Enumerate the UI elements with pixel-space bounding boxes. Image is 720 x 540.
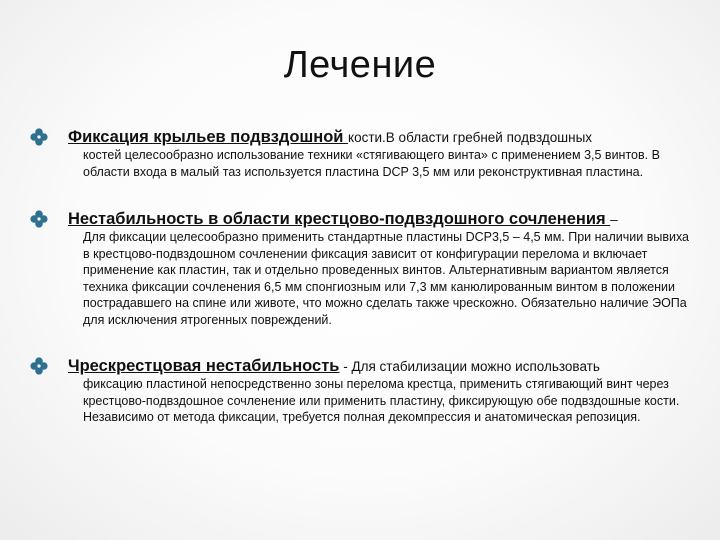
diamond-bullet-icon <box>30 128 48 146</box>
list-item <box>30 210 690 328</box>
item-heading: Нестабильность в области крестцово-подвздошного сочленения <box>68 210 611 228</box>
item-text: фиксацию пластиной непосредственно зоны перелома крестца, применить стягивающий винт через крестцово-подвздошное сочленение или применить пластину, фиксирующую обе подвздошные кости. Независимо от метода фиксации, требуется полная декомпрессия и анатомическая репозиция. <box>83 377 680 424</box>
item-text: костей целесообразно использование техники «стягивающего винта» с применением 3,5 винтов. В области входа в малый таз используется пластина DCP 3,5 мм или реконструктивная пластина. <box>83 148 660 179</box>
diamond-bullet-icon <box>30 357 48 375</box>
item-text: Для фиксации целесообразно применить стандартные пластины DCP3,5 – 4,5 мм. При наличии вывиха в крестцово-подвздошном сочленении фиксация зависит от конфигурации перелома и включает применение как пластин, так и отдельно проведенных винтов. Альтернативным вариантом является техника фиксации сочленения 6,5 мм спонгиозным или 7,3 мм канюлированным винтом в положении пострадавшего на спине или животе, что можно сделать также чрескожно. Обязательно наличие ЭОПа для исключения ятрогенных повреждений. <box>83 230 690 327</box>
item-heading: Фиксация крыльев подвздошной <box>68 128 349 146</box>
item-heading-row <box>68 210 690 229</box>
slide-title: Лечение <box>283 44 437 86</box>
item-lead: - Для стабилизации можно использовать <box>339 359 600 374</box>
list-item <box>30 128 690 180</box>
item-heading-row <box>68 357 690 376</box>
item-lead: – <box>610 212 618 227</box>
item-lead: кости.В области гребней подвздошных <box>348 130 593 145</box>
item-heading-row <box>68 128 690 147</box>
diamond-bullet-icon <box>30 210 48 228</box>
list-item <box>30 357 690 426</box>
item-heading: Чрескрестцовая нестабильность <box>68 357 340 375</box>
